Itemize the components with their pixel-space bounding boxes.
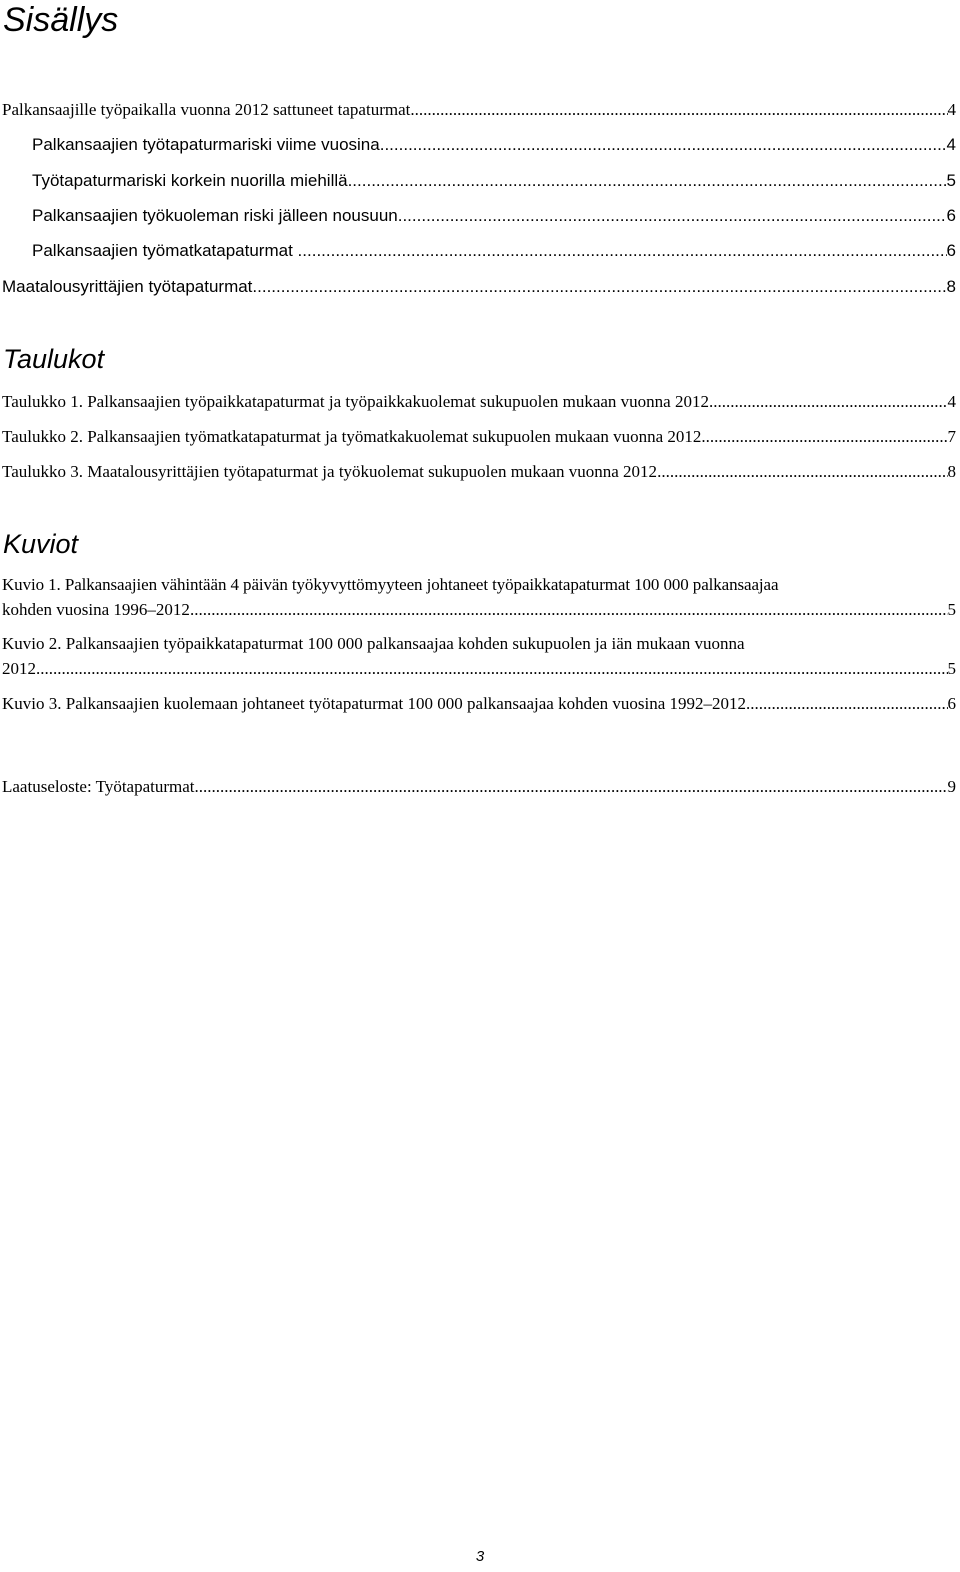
toc-entry[interactable] bbox=[2, 276, 956, 298]
toc-leader bbox=[709, 391, 948, 413]
toc-entry-title: Palkansaajien työmatkatapaturmat bbox=[32, 241, 298, 260]
toc-leader bbox=[746, 693, 947, 715]
toc-entry-title: Maatalousyrittäjien työtapaturmat bbox=[2, 277, 253, 296]
toc-entry-title: Palkansaajien työkuoleman riski jälleen nousuun bbox=[32, 206, 398, 225]
toc-entry-page: 4 bbox=[946, 135, 956, 154]
figure-entry-title: Kuvio 2. Palkansaajien työpaikkatapaturmat 100 000 palkansaajaa kohden sukupuolen ja iän mukaan vuonna bbox=[2, 634, 745, 653]
figure-entry[interactable] bbox=[2, 574, 956, 621]
toc-entry-title: Työtapaturmariski korkein nuorilla miehillä bbox=[32, 171, 348, 190]
figure-entry-title-cont: 2012 bbox=[2, 659, 36, 678]
table-entry-page: 8 bbox=[947, 462, 956, 481]
toc-entry-page: 6 bbox=[946, 206, 956, 225]
toc-entry-title: Palkansaajien työtapaturmariski viime vuosina bbox=[32, 135, 380, 154]
figure-entry-title: Kuvio 3. Palkansaajien kuolemaan johtaneet työtapaturmat 100 000 palkansaajaa kohden vuosina 1992–2012 bbox=[2, 694, 747, 713]
toc-leader bbox=[410, 99, 947, 121]
figure-entry-page: 5 bbox=[947, 600, 956, 619]
figures-heading: Kuviot bbox=[3, 529, 79, 559]
toc-leader bbox=[36, 658, 948, 680]
toc-entry-page: 5 bbox=[946, 171, 956, 190]
figure-entry[interactable] bbox=[2, 633, 956, 680]
quality-entry-page: 9 bbox=[947, 777, 956, 796]
table-entry-title: Taulukko 2. Palkansaajien työmatkatapaturmat ja työmatkakuolemat sukupuolen mukaan vuonna 2012 bbox=[2, 427, 702, 446]
toc-entry[interactable] bbox=[32, 170, 956, 192]
figure-entry-title: Kuvio 1. Palkansaajien vähintään 4 päivän työkyvyttömyyteen johtaneet työpaikkatapaturmat 100 000 palkansaajaa bbox=[2, 575, 779, 594]
toc-leader bbox=[190, 599, 948, 621]
quality-entry-title: Laatuseloste: Työtapaturmat bbox=[2, 777, 195, 796]
table-entry[interactable] bbox=[2, 426, 956, 448]
toc-leader bbox=[701, 426, 947, 448]
tables-heading: Taulukot bbox=[3, 344, 105, 374]
toc-leader bbox=[195, 776, 948, 798]
toc-entry[interactable] bbox=[32, 134, 956, 156]
quality-description-entry[interactable] bbox=[2, 776, 956, 798]
toc-entry-page: 4 bbox=[947, 100, 956, 119]
table-entry-title: Taulukko 1. Palkansaajien työpaikkatapaturmat ja työpaikkakuolemat sukupuolen mukaan vuonna 2012 bbox=[2, 392, 709, 411]
table-entry[interactable] bbox=[2, 461, 956, 483]
page-number: 3 bbox=[475, 1548, 485, 1565]
toc-leader bbox=[398, 205, 947, 227]
toc-entry-page: 6 bbox=[946, 241, 956, 260]
table-entry-title: Taulukko 3. Maatalousyrittäjien työtapaturmat ja työkuolemat sukupuolen mukaan vuonna 2012 bbox=[2, 462, 658, 481]
table-entry-page: 4 bbox=[947, 392, 956, 411]
toc-entry[interactable] bbox=[32, 240, 956, 262]
figure-entry-page: 5 bbox=[947, 659, 956, 678]
toc-entry[interactable] bbox=[32, 205, 956, 227]
toc-leader bbox=[252, 276, 946, 298]
figure-entry[interactable] bbox=[2, 693, 956, 715]
table-entry-page: 7 bbox=[947, 427, 956, 446]
toc-leader bbox=[348, 170, 947, 192]
page-title: Sisällys bbox=[3, 1, 119, 39]
toc-leader bbox=[298, 240, 947, 262]
toc-leader bbox=[380, 134, 947, 156]
toc-entry-page: 8 bbox=[946, 277, 956, 296]
toc-entry-title: Palkansaajille työpaikalla vuonna 2012 sattuneet tapaturmat bbox=[2, 100, 411, 119]
toc-entry[interactable] bbox=[2, 99, 956, 121]
figure-entry-page: 6 bbox=[947, 694, 956, 713]
table-entry[interactable] bbox=[2, 391, 956, 413]
toc-leader bbox=[657, 461, 947, 483]
figure-entry-title-cont: kohden vuosina 1996–2012 bbox=[2, 600, 190, 619]
